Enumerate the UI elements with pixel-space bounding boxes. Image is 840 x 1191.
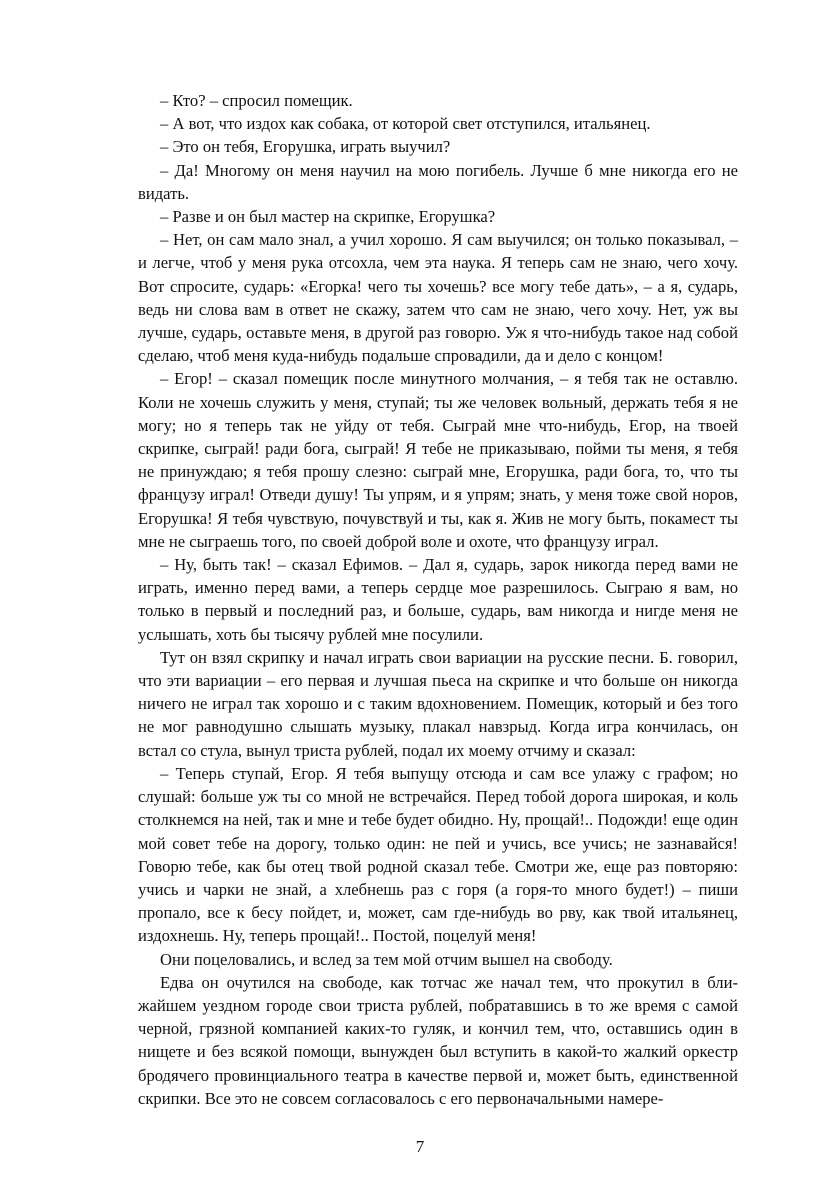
paragraph-8: – Ну, быть так! – сказал Ефимов. – Дал я, сударь, зарок никогда перед вами не играть, именно перед вами, а теперь сердце мое разрешилось. Сыграю я вам, но только в первый и последний раз, и больше, сударь, вам никогда и нигде меня не услышать, хоть бы тысячу рублей мне посулили. xyxy=(138,555,738,644)
paragraph-5: – Разве и он был мастер на скрипке, Егорушка? xyxy=(160,207,496,227)
paragraph-10: – Теперь ступай, Егор. Я тебя выпущу отсюда и сам все улажу с графом; но слушай: больше уж ты со мной не встречайся. Перед тобой дорога широкая, и коль столкнемся на ней, так и мне и тебе будет обидно. Ну, прощай!.. Подожди! еще один мой совет тебе на дорогу, только один: не пей и учись, все учись; не зазнавайся! Говорю тебе, как бы отец твой родной сказал тебе. Смотри же, еще раз повторяю: учись и чарки не знай, а хлебнешь раз с горя (а горя-то много будет!) – пиши пропало, все к бесу пойдет, и, может, сам где-нибудь во рву, как твой итальянец, издохнешь. Ну, теперь прощай!.. Постой, поцелуй меня! xyxy=(138,763,738,946)
paragraph-7: – Егор! – сказал помещик после минутного молчания, – я тебя так не оставлю. Коли не хочешь служить у меня, ступай; ты же человек вольный, держать тебя я не могу; но я теперь так не уйду от тебя. Сыграй мне что-нибудь, Егор, на твоей скрипке, сыграй! ради бога, сыграй! Я тебе не приказываю, пойми ты меня, я тебя не принуждаю; я тебя прошу слезно: сыграй мне, Егорушка, ради бога, то, что ты французу играл! Отведи душу! Ты упрям, и я упрям; знать, у меня тоже свой норов, Егорушка! Я тебя чувствую, почувствуй и ты, как я. Жив не могу быть, покамест ты мне не сыграешь того, по своей доброй воле и охоте, что французу играл. xyxy=(138,369,738,551)
paragraph-4: – Да! Многому он меня научил на мою погибель. Лучше б мне никогда его не видать. xyxy=(138,160,738,203)
paragraph-12: Едва он очутился на свободе, как тотчас же начал тем, что прокутил в ближайшем уездном городе свои триста рублей, побратавшись в то же время с самой черной, грязной компанией каких-то гуляк, и кончил тем, что, оставшись один в нищете и без всякой помощи, вынужден был вступить в какой-то жалкий оркестр бродячего провинциального театра в качестве первой и, может быть, единственной скрипки. Все это не совсем согласовалось с его первоначальными намере- xyxy=(138,972,738,1108)
paragraph-2: – А вот, что издох как собака, от которой свет отступился, итальянец. xyxy=(160,114,651,134)
page-number: 7 xyxy=(415,1137,425,1156)
paragraph-3: – Это он тебя, Егорушка, играть выучил? xyxy=(160,137,451,157)
paragraph-11: Они поцеловались, и вслед за тем мой отчим вышел на свободу. xyxy=(160,949,613,969)
paragraph-9: Тут он взял скрипку и начал играть свои вариации на русские песни. Б. говорил, что эти вариации – его первая и лучшая пьеса на скрипке и что больше он никогда ничего не играл так хорошо и с таким вдохновением. Помещик, который и без того не мог равнодушно слышать музыку, плакал навзрыд. Когда игра кончилась, он встал со стула, вынул триста рублей, подал их моему отчиму и сказал: xyxy=(138,647,738,760)
paragraph-6: – Нет, он сам мало знал, а учил хорошо. Я сам выучился; он только показывал, – и легче, чтоб у меня рука отсохла, чем эта наука. Я теперь сам не знаю, чего хочу. Вот спросите, сударь: «Егорка! чего ты хочешь? все могу тебе дать», – а я, сударь, ведь ни слова вам в ответ не скажу, затем что сам не знаю, чего хочу. Нет, уж вы лучше, сударь, оставьте меня, в другой раз говорю. Уж я что-нибудь такое над собой сделаю, чтоб меня куда-нибудь подальше спровадили, да и дело с концом! xyxy=(138,230,738,366)
paragraph-1: – Кто? – спросил помещик. xyxy=(160,91,353,110)
book-page-text xyxy=(138,89,738,1110)
